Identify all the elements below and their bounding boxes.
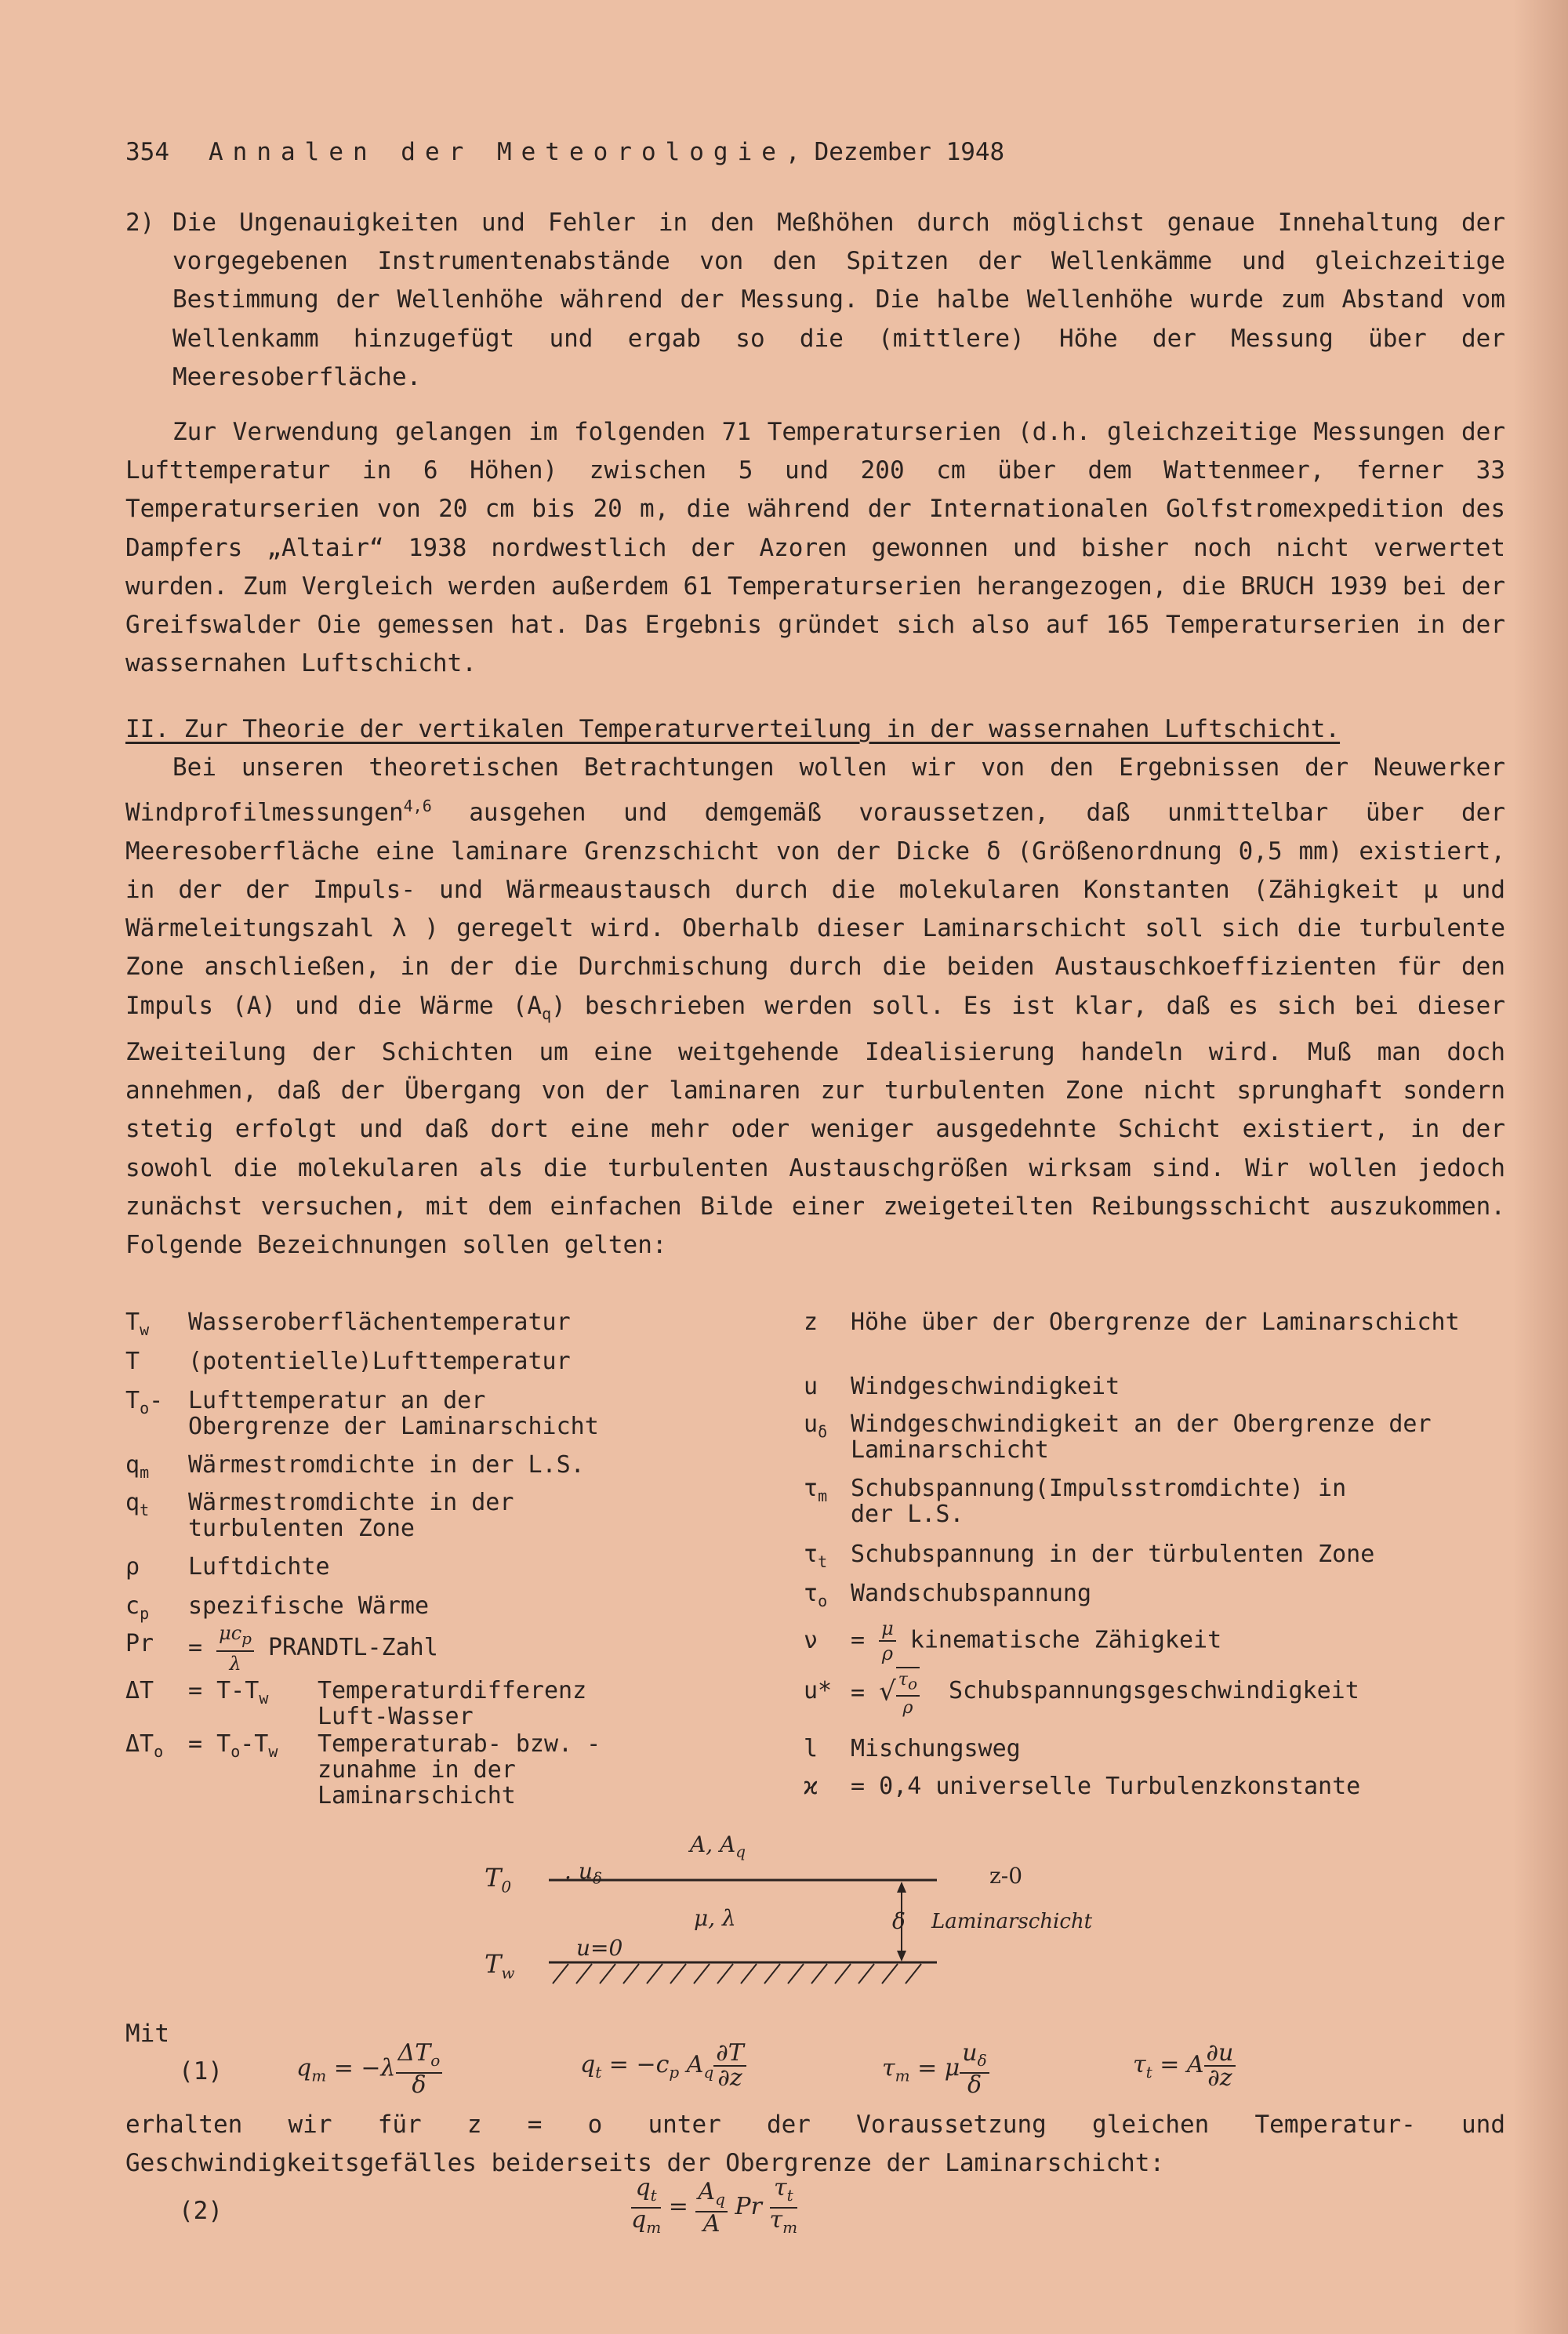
label-u0: u=0 <box>576 1935 623 1961</box>
paragraph-theory-part-a: Bei unseren theoretischen Betrachtungen wollen wir von den Ergebnissen der Neuwerker Windprofilmessungen <box>125 753 1505 827</box>
label-delta: δ <box>892 1908 906 1934</box>
page-number: 354 <box>125 138 169 166</box>
def-text: Wärmestromdichte in der L.S. <box>188 1451 585 1479</box>
def-symbol: ΔT <box>125 1677 154 1704</box>
def-equation: = 0,4 universelle Turbulenzkonstante <box>851 1773 1361 1800</box>
def-symbol: l <box>804 1735 818 1762</box>
def-text: Windgeschwindigkeit <box>851 1373 1120 1400</box>
journal-title: Annalen der Meteorologie, <box>209 138 810 166</box>
def-symbol: z <box>804 1309 818 1336</box>
page-spine-shadow <box>1513 0 1568 2334</box>
def-symbol: Pr <box>125 1630 154 1657</box>
def-symbol: $T_o-$ <box>125 1387 164 1417</box>
def-text: Schubspannungsgeschwindigkeit <box>949 1677 1359 1704</box>
equation-1-tau-t: $\tau_t = A$ $\frac{\partial u}{\partial z}$ <box>1133 2042 1236 2090</box>
equation-2: $\frac{q_t}{q_m}$ = $\frac{A_q}{A}$ Pr $\frac{\tau_t}{\tau_m}$ <box>631 2174 798 2238</box>
def-symbol: $c_p$ <box>125 1592 150 1623</box>
label-T0: $T_0$ <box>485 1863 512 1897</box>
def-symbol: ν <box>804 1627 818 1654</box>
def-symbol: ρ <box>125 1553 140 1581</box>
paragraph-condition: erhalten wir für z = o unter der Voraussetzung gleichen Temperatur- und Geschwindigkeitsgefälles beiderseits der Obergrenze der Laminarschicht: <box>125 2111 1505 2178</box>
def-symbol: $q_m$ <box>125 1451 150 1482</box>
def-equation: = $T-T_w$ <box>188 1677 269 1708</box>
equation-2-label: (2) <box>179 2197 223 2225</box>
paragraph-theory-part-b: ausgehen und demgemäß voraussetzen, daß unmittelbar über der Meeresoberfläche eine laminare Grenzschicht von der Dicke δ (Größenordnung 0,5 mm) existiert, in der der Impuls- und Wärmeaustausch durch die molekularen Konstanten (Zähigkeit μ und Wärmeleitungszahl λ ) geregelt wird. Oberhalb dieser Laminarschicht soll sich die turbulente Zone anschließen, in der die Durchmischung durch die beiden Austauschkoeffizienten für den Impuls (A) und die Wärme (A <box>125 798 1505 1020</box>
def-symbol: u* <box>804 1677 833 1704</box>
def-symbol: $\tau_m$ <box>804 1475 828 1505</box>
def-text: (potentielle)Lufttemperatur <box>188 1348 571 1375</box>
text-mit: Mit <box>125 2020 169 2048</box>
def-symbol: $u_\delta$ <box>804 1410 828 1441</box>
def-symbol: $\tau_o$ <box>804 1580 828 1610</box>
section-heading: II. Zur Theorie der vertikalen Temperaturverteilung in der wassernahen Luftschicht. <box>125 715 1341 743</box>
def-text: Temperaturab- bzw. -zunahme in der Laminarschicht <box>318 1730 601 1809</box>
label-u-delta: . $u_\delta$ <box>564 1858 602 1888</box>
def-text: Wandschubspannung <box>851 1580 1092 1607</box>
equation-1-label: (1) <box>179 2057 223 2085</box>
def-text: Mischungsweg <box>851 1735 1021 1762</box>
list-item-2 <box>125 204 1505 397</box>
def-symbol: $q_t$ <box>125 1489 150 1519</box>
def-kinematic-viscosity: = $\frac{\mu}{\rho}$ kinematische Zähigkeit <box>851 1617 1222 1664</box>
paragraph-theory-part-c: ) beschrieben werden soll. Es ist klar, daß es sich bei dieser Zweiteilung der Schichten um eine weitgehende Idealisierung handeln wird. Muß man doch annehmen, daß der Übergang von der laminaren zur turbulenten Zone nicht sprunghaft sondern stetig erfolgt und daß dort eine mehr oder weniger ausgedehnte Schicht existiert, in der sowohl die molekularen als die turbulenten Austauschgrößen wirksam sind. Wir wollen jedoch zunächst versuchen, mit dem einfachen Bilde einer zweigeteilten Reibungsschicht auszukommen. Folgende Bezeichnungen sollen gelten: <box>125 991 1505 1259</box>
def-equation: = $T_o-T_w$ <box>188 1730 278 1761</box>
label-laminarschicht: Laminarschicht <box>931 1910 1093 1933</box>
paragraph-theory <box>125 749 1505 1265</box>
subscript-q: q <box>542 1004 552 1023</box>
def-symbol: $\tau_t$ <box>804 1541 828 1571</box>
def-text: Lufttemperatur an der Obergrenze der Laminarschicht <box>188 1387 599 1440</box>
def-symbol: u <box>804 1373 818 1400</box>
def-symbol: ϰ <box>804 1773 818 1800</box>
label-z0: z-0 <box>989 1863 1023 1889</box>
def-text: Höhe über der Obergrenze der Laminarschicht <box>851 1309 1460 1336</box>
label-A-Aq: A, $A_q$ <box>690 1831 746 1861</box>
equation-1-tau-m: $\tau_m = \mu$ $\frac{u_\delta}{\delta}$ <box>882 2042 989 2097</box>
def-symbol: T <box>125 1348 140 1375</box>
list-item-text: Die Ungenauigkeiten und Fehler in den Meßhöhen durch möglichst genaue Innehaltung der vorgegebenen Instrumentenabstände von den Spitzen der Wellenkämme und gleichzeitige Bestimmung der Wellenhöhe während der Messung. Die halbe Wellenhöhe wurde zum Abstand vom Wellenkamm hinzugefügt und ergab so die (mittlere) Höhe der Messung über der Meeresoberfläche. <box>172 209 1505 391</box>
def-symbol: $\Delta T_o$ <box>125 1730 164 1761</box>
def-text: Temperaturdifferenz Luft-Wasser <box>318 1677 587 1730</box>
list-item-number: 2) <box>125 209 155 237</box>
def-text: spezifische Wärme <box>188 1592 430 1620</box>
def-text: Windgeschwindigkeit an der Obergrenze der Laminarschicht <box>851 1410 1432 1464</box>
def-text: Wasseroberflächentemperatur <box>188 1309 571 1336</box>
def-text: Schubspannung in der türbulenten Zone <box>851 1541 1375 1568</box>
running-header <box>125 138 1004 166</box>
def-symbol: $T_w$ <box>125 1309 150 1339</box>
def-prandtl: = $\frac{\mu c_p}{\lambda}$ PRANDTL-Zahl <box>188 1622 438 1675</box>
def-friction-velocity: = √ $\frac{\tau_o}{\rho}$ <box>851 1667 920 1720</box>
equation-1-qt: $q_t = -c_p$ $A_q$ $\frac{\partial T}{\partial z}$ <box>580 2042 746 2090</box>
label-mu-lambda: μ, λ <box>694 1905 736 1931</box>
paragraph-temperature-series: Zur Verwendung gelangen im folgenden 71 Temperaturserien (d.h. gleichzeitige Messungen der Lufttemperatur in 6 Höhen) zwischen 5 und 200 cm über dem Wattenmeer, ferner 33 Temperaturserien von 20 cm bis 20 m, die während der Internationalen Golfstromexpedition des Dampfers „Altair“ 1938 nordwestlich der Azoren gewonnen und bisher noch nicht verwertet wurden. Zum Vergleich werden außerdem 61 Temperaturserien herangezogen, die BRUCH 1939 bei der Greifswalder Oie gemessen hat. Das Ergebnis gründet sich also auf 165 Temperaturserien in der wassernahen Luftschicht. <box>125 418 1505 678</box>
issue-date: Dezember 1948 <box>814 138 1005 166</box>
equation-1-qm: $q_m = -\lambda$ $\frac{\Delta T_o}{\delta}$ <box>296 2042 442 2097</box>
label-Tw: $T_w$ <box>485 1949 515 1983</box>
reference-superscript: 4,6 <box>403 797 432 816</box>
hatching <box>553 1964 921 1984</box>
def-text: Schubspannung(Impulsstromdichte) in der L.S. <box>851 1475 1347 1528</box>
def-text: Wärmestromdichte in der turbulenten Zone <box>188 1489 514 1542</box>
def-text: Luftdichte <box>188 1553 330 1581</box>
